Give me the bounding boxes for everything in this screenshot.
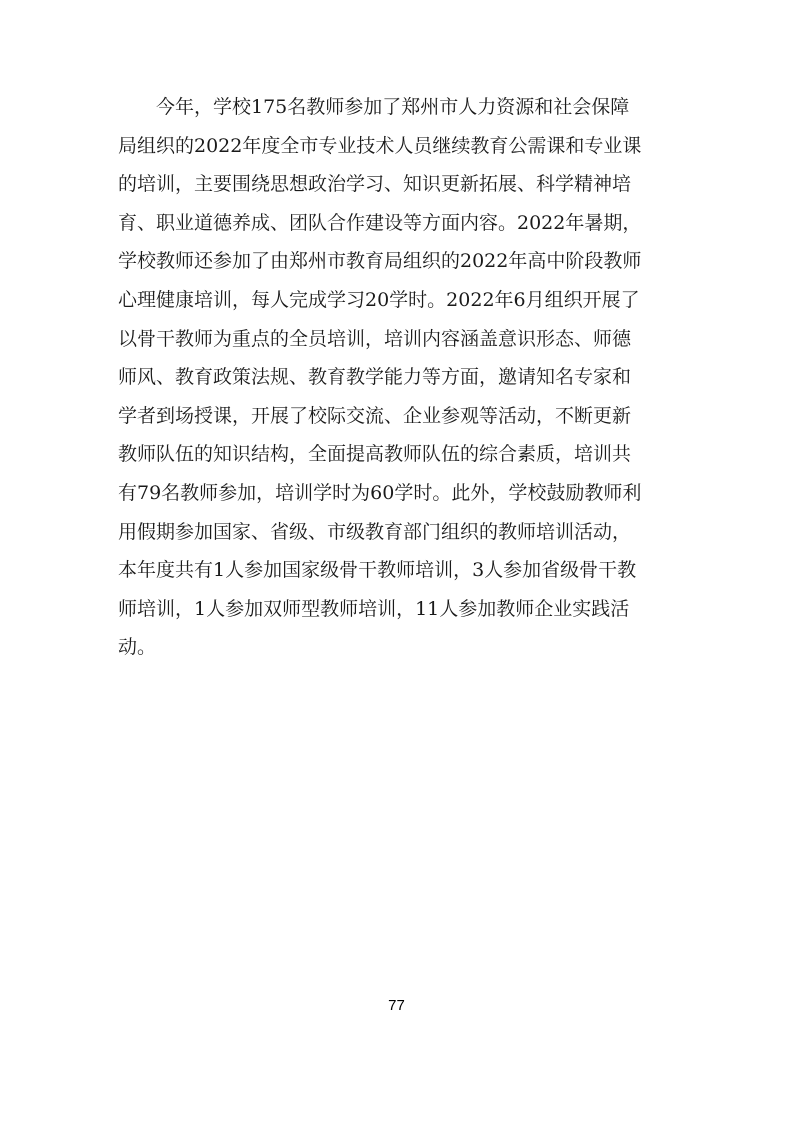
page-number: 77: [388, 997, 405, 1014]
body-paragraph: 今年，学校175名教师参加了郑州市人力资源和社会保障 局组织的2022年度全市专业技术人员继续教育公需课和专业课 的培训，主要围绕思想政治学习、知识更新拓展、科学精神培 育、职业道德养成、团队合作建设等方面内容。2022年暑期， 学校教师还参加了由郑州市教育局组织的2022年高中阶段教师 心理健康培训，每人完成学习20学时。2022年6月组织开展了 以骨干教师为重点的全员培训，培训内容涵盖意识形态、师德 师风、教育政策法规、教育教学能力等方面，邀请知名专家和 学者到场授课，开展了校际交流、企业参观等活动，不断更新 教师队伍的知识结构，全面提高教师队伍的综合素质，培训共 有79名教师参加，培训学时为60学时。此外，学校鼓励教师利 用假期参加国家、省级、市级教育部门组织的教师培训活动， 本年度共有1人参加国家级骨干教师培训，3人参加省级骨干教 师培训，1人参加双师型教师培训，11人参加教师企业实践活 动。: [118, 96, 642, 659]
